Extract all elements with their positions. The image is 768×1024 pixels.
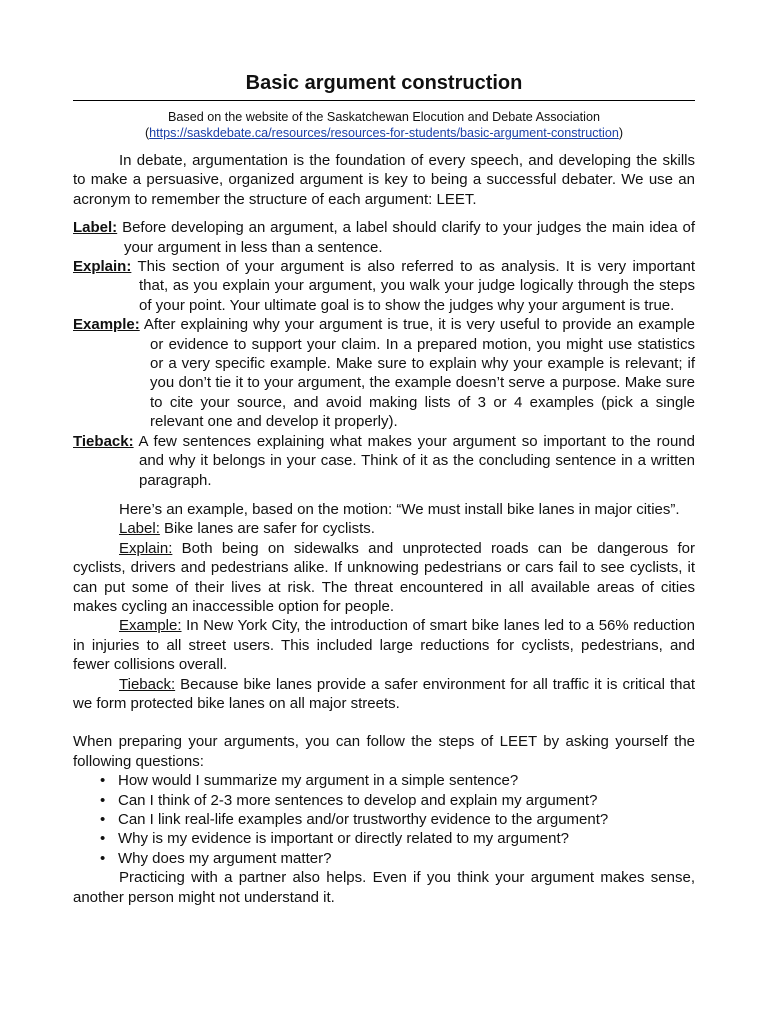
list-item: • Can I think of 2-3 more sentences to develop and explain my argument? — [118, 791, 695, 810]
example-tieback — [73, 675, 695, 714]
definition-label-text: Before developing an argument, a label should clarify to your judges the main idea of your argument in less than a sentence. — [117, 219, 695, 256]
example-label-term: Label: — [119, 520, 160, 538]
example-label-text: Bike lanes are safer for cyclists. — [159, 520, 375, 538]
definition-explain — [73, 257, 695, 315]
term-label: Label: — [73, 219, 118, 237]
source-attribution — [73, 109, 695, 141]
example-label — [73, 519, 695, 538]
source-url-line — [73, 125, 695, 141]
example-tieback-term: Tieback: — [119, 675, 176, 693]
page-title: Basic argument construction — [73, 70, 695, 101]
example-section — [73, 500, 695, 713]
example-tieback-text: Because bike lanes provide a safer environment for all traffic it is critical that we form protected bike lanes on all major streets. — [73, 675, 695, 712]
definition-example — [73, 315, 695, 431]
term-explain: Explain: — [73, 258, 132, 276]
open-paren: ( — [144, 126, 150, 140]
close-paren: ) — [618, 126, 624, 140]
source-link[interactable]: https://saskdebate.ca/resources/resources-for-students/basic-argument-construction — [149, 126, 619, 140]
leet-definitions — [73, 218, 695, 490]
list-item: • How would I summarize my argument in a simple sentence? — [118, 771, 695, 790]
example-intro: Here’s an example, based on the motion: “We must install bike lanes in major cities”. — [119, 500, 680, 518]
intro-paragraph: In debate, argumentation is the foundation of every speech, and developing the skills to make a persuasive, organized argument is key to being a successful debater. We use an acronym to remember the structure of each argument: LEET. — [73, 152, 695, 208]
example-example — [73, 616, 695, 674]
example-example-term: Example: — [119, 617, 182, 635]
source-line: Based on the website of the Saskatchewan Elocution and Debate Association — [168, 110, 600, 124]
closing-paragraph: Practicing with a partner also helps. Even if you think your argument makes sense, another person might not understand it. — [73, 869, 695, 906]
definition-explain-text: This section of your argument is also referred to as analysis. It is very important that, as you explain your argument, you walk your judge logically through the steps of your point. Your ultimate goal is to show the judges why your argument is true. — [131, 258, 695, 314]
list-item: • Can I link real-life examples and/or trustworthy evidence to the argument? — [118, 810, 695, 829]
list-item: • Why does my argument matter? — [118, 849, 695, 868]
definition-tieback — [73, 432, 695, 490]
question-list — [73, 771, 695, 868]
example-explain-text: Both being on sidewalks and unprotected roads can be dangerous for cyclists, drivers and pedestrians alike. If unknowing pedestrians or cars fail to see cyclists, it can put some of their lives at risk. The threat encountered in all available areas of cities makes cycling an inaccessible option for people. — [73, 539, 695, 615]
preparing-section — [73, 732, 695, 907]
definition-tieback-text: A few sentences explaining what makes your argument so important to the round and why it belongs in your case. Think of it as the concluding sentence in a written paragraph. — [133, 432, 695, 489]
example-explain — [73, 539, 695, 617]
definition-label — [73, 218, 695, 257]
example-example-text: In New York City, the introduction of smart bike lanes led to a 56% reduction in injuries to all street users. This included large reductions for cyclists, pedestrians, and fewer collisions overall. — [73, 617, 695, 674]
term-tieback: Tieback: — [73, 432, 134, 450]
example-explain-term: Explain: — [119, 539, 173, 557]
preparing-intro: When preparing your arguments, you can follow the steps of LEET by asking yourself the following questions: — [73, 733, 695, 770]
list-item: • Why is my evidence is important or directly related to my argument? — [118, 829, 695, 848]
definition-example-text: After explaining why your argument is true, it is very useful to provide an example or evidence to support your claim. In a prepared motion, you might use statistics or a very specific example. Make sure to explain why your example is relevant; if you don’t tie it to your argument, the example doesn’t serve a purpose. Make sure to cite your source, and avoid making lists of 3 or 4 examples (pick a single relevant one and develop it properly). — [139, 316, 695, 431]
term-example: Example: — [73, 316, 140, 334]
document-page — [73, 70, 695, 907]
